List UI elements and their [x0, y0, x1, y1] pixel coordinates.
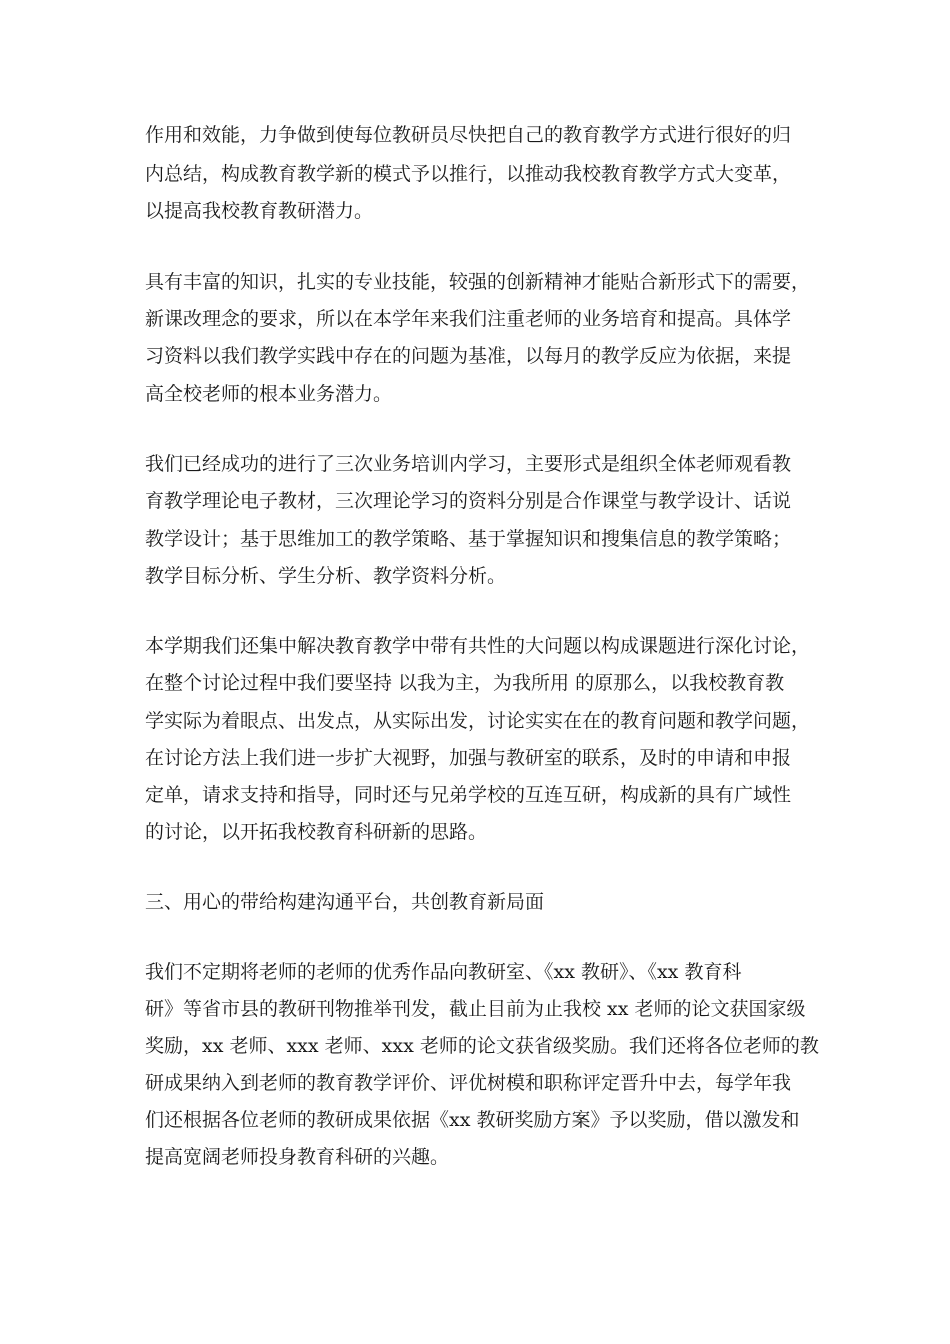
paragraph-6-line-2: 研》等省市县的教研刊物推举刊发，截止目前为止我校 xx 老师的论文获国家级: [145, 998, 806, 1020]
paragraph-2-line-2: 新课改理念的要求，所以在本学年来我们注重老师的业务培育和提高。具体学: [145, 308, 792, 330]
paragraph-6-line-3: 奖励，xx 老师、xxx 老师、xxx 老师的论文获省级奖励。我们还将各位老师的教: [145, 1035, 819, 1057]
paragraph-1-line-3: 以提高我校教育教研潜力。: [145, 200, 374, 222]
paragraph-1-line-2: 内总结，构成教育教学新的模式予以推行，以推动我校教育教学方式大变革，: [145, 163, 792, 185]
paragraph-3-line-2: 育教学理论电子教材，三次理论学习的资料分别是合作课堂与教学设计、话说: [145, 490, 792, 512]
paragraph-3-line-3: 教学设计；基于思维加工的教学策略、基于掌握知识和搜集信息的教学策略；: [145, 528, 792, 550]
section-heading: 三、用心的带给构建沟通平台，共创教育新局面: [145, 891, 545, 913]
paragraph-4-line-3: 学实际为着眼点、出发点，从实际出发，讨论实实在在的教育问题和教学问题，: [145, 710, 811, 732]
paragraph-2-line-3: 习资料以我们教学实践中存在的问题为基准，以每月的教学反应为依据，来提: [145, 345, 792, 367]
paragraph-1-line-1: 作用和效能，力争做到使每位教研员尽快把自己的教育教学方式进行很好的归: [145, 124, 792, 146]
paragraph-2-line-1: 具有丰富的知识，扎实的专业技能，较强的创新精神才能贴合新形式下的需要，: [145, 271, 811, 293]
paragraph-4-line-4: 在讨论方法上我们进一步扩大视野，加强与教研室的联系，及时的申请和申报: [145, 747, 792, 769]
paragraph-4-line-5: 定单，请求支持和指导，同时还与兄弟学校的互连互研，构成新的具有广域性: [145, 784, 792, 806]
paragraph-4-line-2: 在整个讨论过程中我们要坚持 以我为主，为我所用 的原那么，以我校教育教: [145, 672, 785, 694]
paragraph-3-line-1: 我们已经成功的进行了三次业务培训内学习，主要形式是组织全体老师观看教: [145, 453, 792, 475]
paragraph-4-line-6: 的讨论，以开拓我校教育科研新的思路。: [145, 821, 488, 843]
paragraph-6-line-4: 研成果纳入到老师的教育教学评价、评优树模和职称评定晋升中去，每学年我: [145, 1072, 792, 1094]
paragraph-4-line-1: 本学期我们还集中解决教育教学中带有共性的大问题以构成课题进行深化讨论，: [145, 635, 811, 657]
paragraph-3-line-4: 教学目标分析、学生分析、教学资料分析。: [145, 565, 507, 587]
paragraph-2-line-4: 高全校老师的根本业务潜力。: [145, 383, 393, 405]
paragraph-6-line-6: 提高宽阔老师投身教育科研的兴趣。: [145, 1146, 450, 1168]
paragraph-6-line-5: 们还根据各位老师的教研成果依据《xx 教研奖励方案》予以奖励，借以激发和: [145, 1109, 800, 1131]
paragraph-6-line-1: 我们不定期将老师的老师的优秀作品向教研室、《xx 教研》、《xx 教育科: [145, 961, 742, 983]
